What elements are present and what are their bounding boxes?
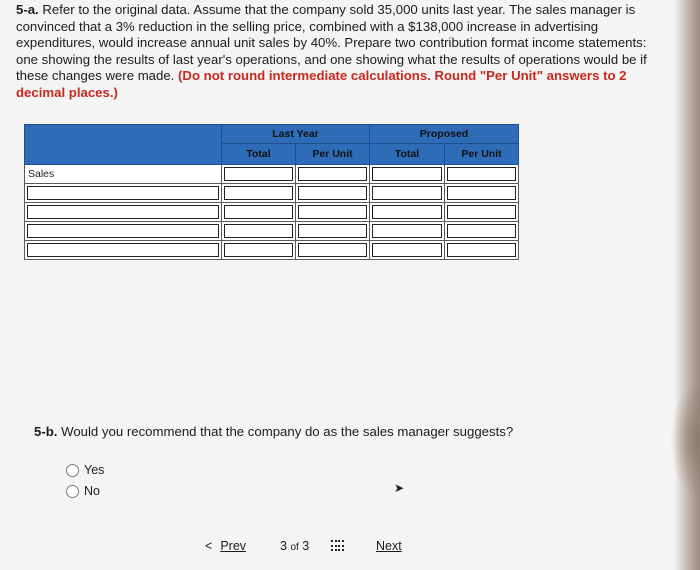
input-last-year-total[interactable]	[222, 165, 296, 184]
input-last-year-per-unit[interactable]	[296, 184, 370, 203]
input-last-year-per-unit[interactable]	[296, 165, 370, 184]
input-proposed-per-unit[interactable]	[445, 203, 519, 222]
header-last-year-total: Total	[222, 144, 296, 165]
header-proposed-per-unit: Per Unit	[445, 144, 519, 165]
input-last-year-total[interactable]	[222, 184, 296, 203]
input-row-label[interactable]	[25, 222, 222, 241]
prev-label: Prev	[220, 539, 247, 553]
input-proposed-total[interactable]	[370, 184, 445, 203]
input-proposed-total[interactable]	[370, 241, 445, 260]
header-last-year: Last Year	[222, 125, 370, 144]
chevron-left-icon: <	[205, 539, 213, 553]
header-proposed-total: Total	[370, 144, 445, 165]
income-statement-table	[24, 124, 519, 260]
input-proposed-per-unit[interactable]	[445, 222, 519, 241]
page-indicator	[280, 539, 309, 553]
input-last-year-per-unit[interactable]	[296, 222, 370, 241]
question-prompt	[16, 2, 656, 102]
option-yes[interactable]	[66, 463, 104, 477]
input-row-label[interactable]	[25, 184, 222, 203]
question-5b-number: 5-b.	[34, 424, 58, 439]
input-proposed-total[interactable]	[370, 222, 445, 241]
prev-button[interactable]	[205, 539, 246, 553]
table-row	[25, 241, 519, 260]
input-last-year-per-unit[interactable]	[296, 203, 370, 222]
radio-yes[interactable]	[66, 464, 79, 477]
input-proposed-per-unit[interactable]	[445, 165, 519, 184]
table-header-group-row	[25, 125, 519, 144]
mouse-cursor-icon: ➤	[394, 481, 405, 495]
input-proposed-total[interactable]	[370, 165, 445, 184]
photo-background-shadow	[670, 380, 700, 500]
page-of: of	[290, 542, 299, 553]
input-row-label[interactable]	[25, 203, 222, 222]
table-row	[25, 222, 519, 241]
header-proposed: Proposed	[370, 125, 519, 144]
table-row	[25, 184, 519, 203]
question-text: Refer to the original data. Assume that the company sold 35,000 units last year. The sales manager is convinced that a 3% reduction in the selling price, combined with a $138,000 increase in advertising expenditures, would increase annual unit sales by 40%. Prepare two contribution format income statements: one showing the results of last year's operations, and one showing what the results of operations would be if these changes were made.	[16, 2, 647, 84]
question-5b-text: Would you recommend that the company do as the sales manager suggests?	[61, 424, 514, 439]
input-proposed-per-unit[interactable]	[445, 184, 519, 203]
option-no-label: No	[84, 484, 100, 498]
input-proposed-per-unit[interactable]	[445, 241, 519, 260]
input-last-year-total[interactable]	[222, 241, 296, 260]
page-current: 3	[280, 539, 287, 553]
page-total: 3	[302, 539, 310, 553]
question-instruction: (Do not round intermediate calculations. Round "Per Unit" answers to 2 decimal places.)	[16, 68, 627, 100]
grid-view-icon[interactable]	[331, 540, 345, 552]
option-no[interactable]	[66, 484, 100, 498]
option-yes-label: Yes	[84, 463, 105, 477]
question-5b	[34, 424, 513, 439]
radio-no[interactable]	[66, 485, 79, 498]
row-label-sales: Sales	[25, 165, 222, 184]
header-last-year-per-unit: Per Unit	[296, 144, 370, 165]
table-row	[25, 203, 519, 222]
input-proposed-total[interactable]	[370, 203, 445, 222]
input-row-label[interactable]	[25, 241, 222, 260]
input-last-year-total[interactable]	[222, 203, 296, 222]
table-row	[25, 165, 519, 184]
input-last-year-per-unit[interactable]	[296, 241, 370, 260]
next-button[interactable]	[376, 539, 402, 553]
next-label: Next	[376, 539, 402, 553]
table-header-blank	[25, 125, 222, 165]
input-last-year-total[interactable]	[222, 222, 296, 241]
question-number: 5-a.	[16, 2, 39, 17]
